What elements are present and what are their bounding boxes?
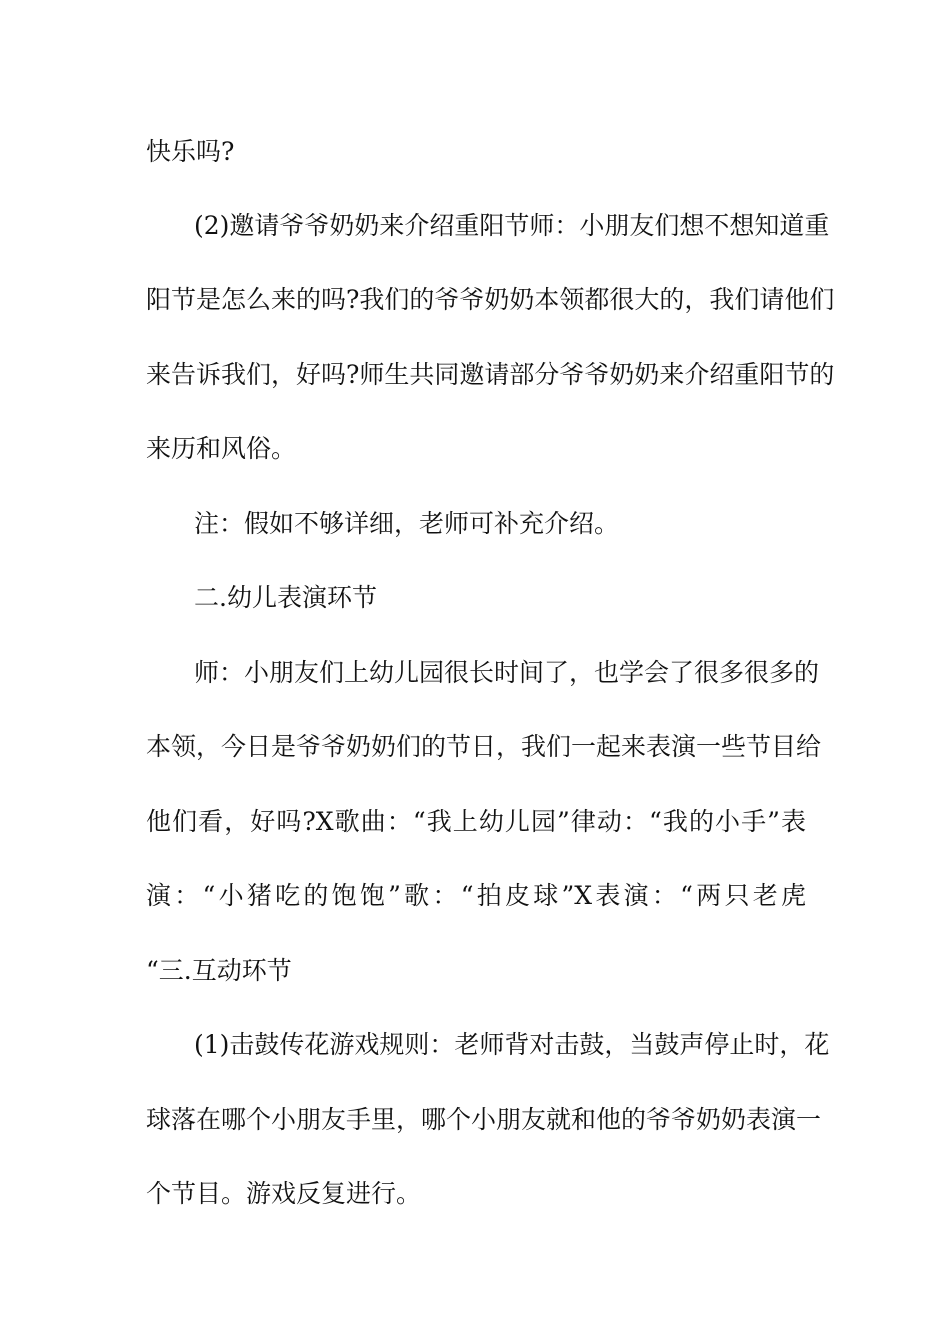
text-line: 他们看，好吗?X歌曲：“我上幼儿园”律动：“我的小手”表	[146, 807, 806, 836]
text-line: (1)击鼓传花游戏规则：老师背对击鼓，当鼓声停止时，花	[194, 1030, 830, 1059]
section-heading: “三.互动环节	[146, 956, 292, 985]
text-line: 注：假如不够详细，老师可补充介绍。	[194, 509, 620, 538]
text-line: 师：小朋友们上幼儿园很长时间了，也学会了很多很多的	[194, 658, 820, 687]
text-line: 个节目。游戏反复进行。	[146, 1179, 422, 1208]
text-line: 快乐吗?	[146, 137, 235, 166]
text-line: 本领，今日是爷爷奶奶们的节日，我们一起来表演一些节目给	[146, 732, 822, 761]
text-line: 演：“小猪吃的饱饱”歌：“拍皮球”X表演：“两只老虎	[146, 881, 806, 910]
text-line: 来历和风俗。	[146, 434, 297, 463]
text-line: 来告诉我们，好吗?师生共同邀请部分爷爷奶奶来介绍重阳节的	[146, 360, 835, 389]
text-line: (2)邀请爷爷奶奶来介绍重阳节师：小朋友们想不想知道重	[194, 211, 830, 240]
text-line: 阳节是怎么来的吗?我们的爷爷奶奶本领都很大的，我们请他们	[146, 285, 835, 314]
text-line: 球落在哪个小朋友手里，哪个小朋友就和他的爷爷奶奶表演一	[146, 1105, 822, 1134]
section-heading: 二.幼儿表演环节	[194, 583, 377, 612]
